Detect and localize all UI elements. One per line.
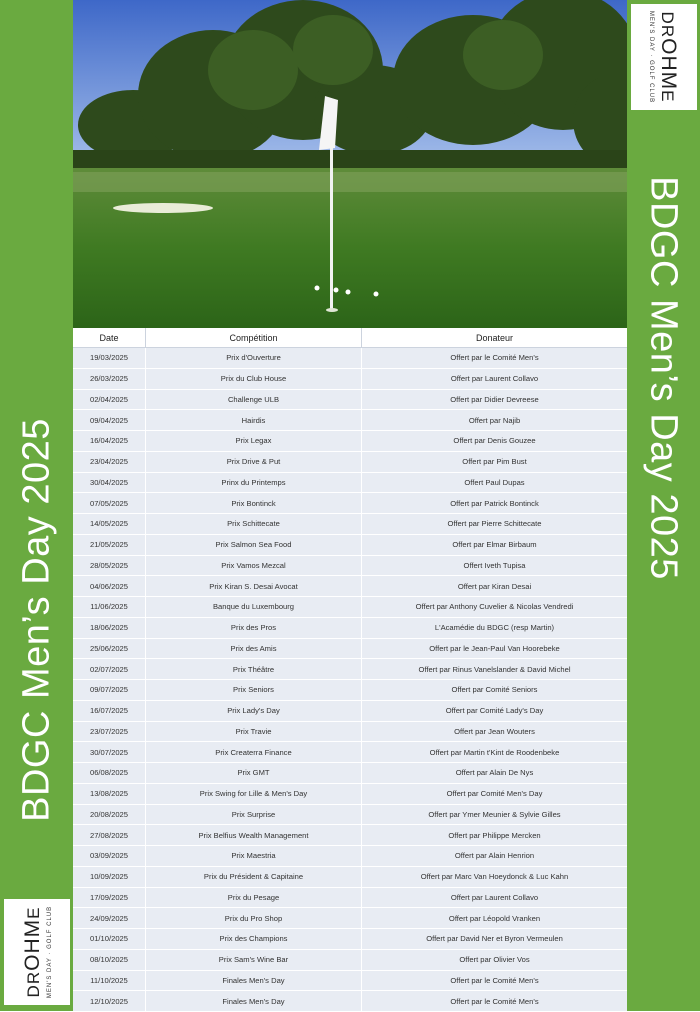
cell-competition: Prix Legax xyxy=(146,431,362,451)
cell-competition: Finales Men's Day xyxy=(146,971,362,991)
right-banner-title: BDGC Men’s Day 2025 xyxy=(642,176,685,580)
cell-donor: Offert par Ymer Meunier & Sylvie Gilles xyxy=(428,809,561,819)
table-row xyxy=(73,514,627,535)
table-row xyxy=(73,784,627,805)
table-row xyxy=(73,929,627,950)
cell-competition: Prix Swing for Lille & Men's Day xyxy=(146,784,362,804)
cell-date: 11/06/2025 xyxy=(73,597,146,617)
table-row xyxy=(73,535,627,556)
cell-donor: Offert par David Ner et Byron Vermeulen xyxy=(426,934,563,944)
logo-subtitle: MEN'S DAY · GOLF CLUB xyxy=(47,905,53,999)
cell-donor: Offert Paul Dupas xyxy=(464,477,525,487)
cell-donor: Offert par Pim Bust xyxy=(462,457,527,467)
table-row xyxy=(73,473,627,494)
cell-donor: Offert par Comité Men's Day xyxy=(446,789,543,799)
cell-donor: Offert par Laurent Collavo xyxy=(450,374,539,384)
cell-date: 01/10/2025 xyxy=(73,929,146,949)
cell-date: 23/04/2025 xyxy=(73,452,146,472)
cell-date: 17/09/2025 xyxy=(73,888,146,908)
header-competition: Compétition xyxy=(146,328,362,347)
cell-competition: Prix Bontinck xyxy=(146,493,362,513)
table-row xyxy=(73,618,627,639)
table-row xyxy=(73,701,627,722)
cell-competition: Prix Surprise xyxy=(146,805,362,825)
cell-donor: Offert Iveth Tupisa xyxy=(463,560,526,570)
dorohme-logo-right xyxy=(631,4,697,110)
cell-competition: Prix Drive & Put xyxy=(146,452,362,472)
cell-competition: Prix Travie xyxy=(146,722,362,742)
dorohme-logo-left xyxy=(4,899,70,1005)
cell-donor: Offert par Alain Henrion xyxy=(454,851,535,861)
cell-donor: Offert par Pierre Schittecate xyxy=(447,519,542,529)
table-row xyxy=(73,452,627,473)
cell-competition: Prix d'Ouverture xyxy=(146,348,362,368)
cell-donor: Offert par le Comité Men's xyxy=(450,975,539,985)
cell-date: 20/08/2025 xyxy=(73,805,146,825)
table-row xyxy=(73,410,627,431)
cell-date: 02/07/2025 xyxy=(73,659,146,679)
table-row xyxy=(73,659,627,680)
cell-date: 26/03/2025 xyxy=(73,369,146,389)
cell-competition: Prix Maestria xyxy=(146,846,362,866)
cell-competition: Prinx du Printemps xyxy=(146,473,362,493)
left-banner-title: BDGC Men’s Day 2025 xyxy=(15,418,58,822)
cell-date: 16/07/2025 xyxy=(73,701,146,721)
cell-competition: Prix des Pros xyxy=(146,618,362,638)
table-row xyxy=(73,991,627,1012)
left-banner xyxy=(0,0,73,1011)
cell-competition: Prix GMT xyxy=(146,763,362,783)
cell-donor: Offert par Rinus Vanelslander & David Michel xyxy=(418,664,571,674)
cell-date: 03/09/2025 xyxy=(73,846,146,866)
cell-donor: Offert par Alain De Nys xyxy=(455,768,534,778)
table-row xyxy=(73,867,627,888)
table-row xyxy=(73,805,627,826)
table-row xyxy=(73,846,627,867)
competition-table xyxy=(73,328,627,1012)
table-row xyxy=(73,348,627,369)
cell-competition: Prix du Président & Capitaine xyxy=(146,867,362,887)
cell-date: 21/05/2025 xyxy=(73,535,146,555)
cell-donor: Offert par Elmar Birbaum xyxy=(452,540,537,550)
table-row xyxy=(73,825,627,846)
cell-competition: Challenge ULB xyxy=(146,390,362,410)
cell-donor: Offert par Comité Seniors xyxy=(451,685,538,695)
table-row xyxy=(73,763,627,784)
cell-date: 08/10/2025 xyxy=(73,950,146,970)
cell-date: 02/04/2025 xyxy=(73,390,146,410)
cell-competition: Prix Lady's Day xyxy=(146,701,362,721)
cell-competition: Prix Kiran S. Desai Avocat xyxy=(146,576,362,596)
cell-donor: Offert par le Comité Men's xyxy=(450,353,539,363)
table-row xyxy=(73,390,627,411)
table-row xyxy=(73,908,627,929)
cell-competition: Prix Théâtre xyxy=(146,659,362,679)
table-row xyxy=(73,722,627,743)
cell-donor: Offert par Marc Van Hoeydonck & Luc Kahn xyxy=(420,872,569,882)
cell-date: 12/10/2025 xyxy=(73,991,146,1011)
cell-date: 27/08/2025 xyxy=(73,825,146,845)
cell-competition: Prix du Club House xyxy=(146,369,362,389)
cell-competition: Banque du Luxembourg xyxy=(146,597,362,617)
cell-competition: Hairdis xyxy=(146,410,362,430)
cell-donor: Offert par Kiran Desai xyxy=(457,581,532,591)
table-row xyxy=(73,742,627,763)
cell-competition: Prix des Champions xyxy=(146,929,362,949)
table-row xyxy=(73,493,627,514)
cell-competition: Prix Sam's Wine Bar xyxy=(146,950,362,970)
cell-competition: Finales Men's Day xyxy=(146,991,362,1011)
cell-date: 10/09/2025 xyxy=(73,867,146,887)
cell-competition: Prix Salmon Sea Food xyxy=(146,535,362,555)
header-date: Date xyxy=(73,328,146,347)
cell-date: 09/04/2025 xyxy=(73,410,146,430)
table-row xyxy=(73,680,627,701)
cell-competition: Prix du Pesage xyxy=(146,888,362,908)
cell-donor: Offert par Laurent Collavo xyxy=(450,892,539,902)
cell-donor: Offert par Jean Wouters xyxy=(454,726,535,736)
cell-date: 14/05/2025 xyxy=(73,514,146,534)
cell-date: 06/08/2025 xyxy=(73,763,146,783)
cell-donor: Offert par Comité Lady's Day xyxy=(445,706,544,716)
table-row xyxy=(73,556,627,577)
header-donor: Donateur xyxy=(475,332,514,343)
table-row xyxy=(73,971,627,992)
cell-date: 28/05/2025 xyxy=(73,556,146,576)
table-header xyxy=(73,328,627,348)
cell-date: 16/04/2025 xyxy=(73,431,146,451)
table-row xyxy=(73,950,627,971)
cell-donor: L'Acamédie du BDGC (resp Martin) xyxy=(434,623,555,633)
cell-date: 24/09/2025 xyxy=(73,908,146,928)
cell-donor: Offert par Léopold Vranken xyxy=(448,913,541,923)
cell-donor: Offert par Patrick Bontinck xyxy=(450,498,539,508)
cell-competition: Prix Schittecate xyxy=(146,514,362,534)
cell-donor: Offert par Olivier Vos xyxy=(459,955,530,965)
table-row xyxy=(73,576,627,597)
table-row xyxy=(73,888,627,909)
cell-date: 30/04/2025 xyxy=(73,473,146,493)
table-row xyxy=(73,597,627,618)
table-row xyxy=(73,431,627,452)
logo-wordmark: DROHME xyxy=(657,11,680,103)
cell-date: 18/06/2025 xyxy=(73,618,146,638)
cell-date: 19/03/2025 xyxy=(73,348,146,368)
logo-wordmark: DROHME xyxy=(21,906,44,998)
cell-donor: Offert par Najib xyxy=(468,415,521,425)
cell-donor: Offert par le Comité Men's xyxy=(450,996,539,1006)
cell-competition: Prix Seniors xyxy=(146,680,362,700)
cell-date: 13/08/2025 xyxy=(73,784,146,804)
right-banner xyxy=(627,0,700,1011)
table-row xyxy=(73,369,627,390)
cell-date: 09/07/2025 xyxy=(73,680,146,700)
cell-date: 30/07/2025 xyxy=(73,742,146,762)
cell-donor: Offert par Didier Devreese xyxy=(450,394,539,404)
cell-competition: Prix Vamos Mezcal xyxy=(146,556,362,576)
cell-competition: Prix des Amis xyxy=(146,639,362,659)
cell-date: 04/06/2025 xyxy=(73,576,146,596)
table-row xyxy=(73,639,627,660)
cell-donor: Offert par le Jean-Paul Van Hoorebeke xyxy=(429,643,560,653)
cell-date: 23/07/2025 xyxy=(73,722,146,742)
logo-subtitle: MEN'S DAY · GOLF CLUB xyxy=(648,10,654,104)
cell-date: 07/05/2025 xyxy=(73,493,146,513)
cell-date: 11/10/2025 xyxy=(73,971,146,991)
cell-date: 25/06/2025 xyxy=(73,639,146,659)
cell-donor: Offert par Philippe Mercken xyxy=(448,830,541,840)
golf-green-photo xyxy=(73,0,627,328)
cell-competition: Prix Belfius Wealth Management xyxy=(146,825,362,845)
cell-donor: Offert par Martin t'Kint de Roodenbeke xyxy=(429,747,560,757)
cell-donor: Offert par Denis Gouzee xyxy=(453,436,536,446)
cell-competition: Prix du Pro Shop xyxy=(146,908,362,928)
cell-competition: Prix Createrra Finance xyxy=(146,742,362,762)
cell-donor: Offert par Anthony Cuvelier & Nicolas Vendredi xyxy=(415,602,574,612)
